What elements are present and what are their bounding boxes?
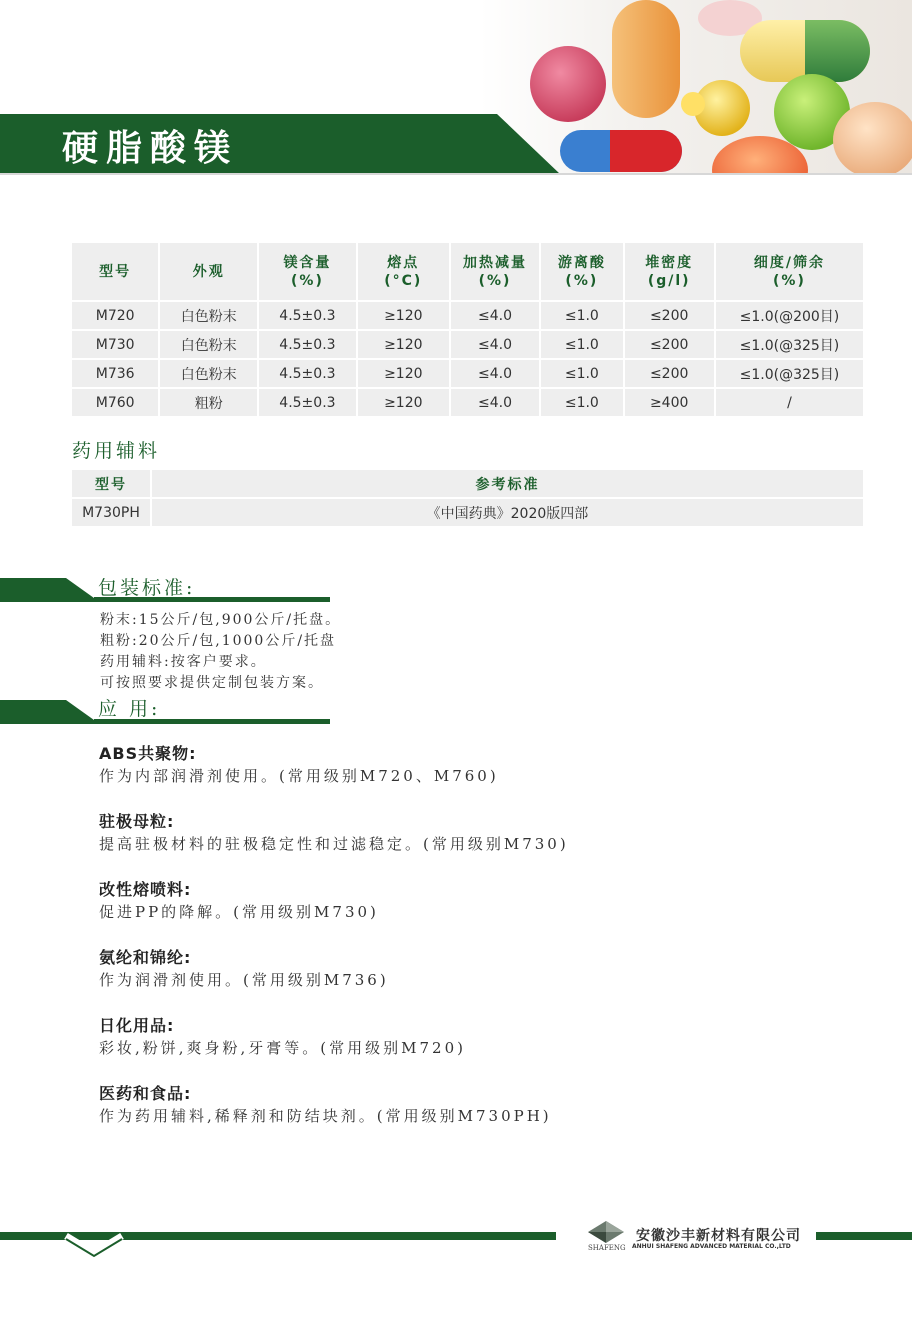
table-cell: 4.5±0.3: [259, 331, 355, 358]
applications-ribbon: [0, 700, 330, 724]
table-cell: 白色粉末: [160, 360, 257, 387]
application-name: ABS共聚物:: [99, 744, 197, 763]
table-cell: ≥120: [358, 360, 449, 387]
header-loss-on-heating: 加热减量 (%): [451, 243, 539, 300]
spec-header-row: [72, 243, 863, 300]
list-item: [99, 947, 569, 1015]
pharma-table: [70, 468, 865, 528]
table-cell: ≤1.0(@325目): [716, 360, 863, 387]
table-cell: ≤200: [625, 360, 714, 387]
spec-table: [70, 241, 865, 418]
header-appearance: 外观: [160, 243, 257, 300]
packaging-line: 粉末:15公斤/包,900公斤/托盘。: [100, 612, 342, 628]
header-model: 型号: [72, 243, 158, 300]
table-cell: ≤4.0: [451, 302, 539, 329]
table-row: [72, 360, 863, 387]
table-row: [72, 389, 863, 416]
table-cell: ≤4.0: [451, 360, 539, 387]
header-fineness: 细度/筛余 (%): [716, 243, 863, 300]
application-name: 氨纶和锦纶:: [99, 948, 192, 967]
table-cell: ≤200: [625, 331, 714, 358]
table-cell: M730PH: [72, 499, 150, 526]
header-bulk-density: 堆密度 (g/l): [625, 243, 714, 300]
company-logo-icon: [586, 1219, 626, 1245]
table-cell: ≤200: [625, 302, 714, 329]
hero-banner: [0, 0, 912, 175]
table-cell: ≤4.0: [451, 389, 539, 416]
application-name: 日化用品:: [99, 1016, 175, 1035]
application-name: 医药和食品:: [99, 1084, 192, 1103]
table-cell: 4.5±0.3: [259, 389, 355, 416]
application-desc: 作为内部润滑剂使用。(常用级别M720、M760): [99, 767, 499, 785]
list-item: [99, 1015, 569, 1083]
packaging-lines: [100, 610, 341, 694]
table-cell: ≤1.0(@325目): [716, 331, 863, 358]
packaging-line: 可按照要求提供定制包装方案。: [100, 675, 324, 691]
packaging-section-title: 包装标准:: [98, 577, 196, 599]
table-cell: ≥120: [358, 331, 449, 358]
table-cell: /: [716, 389, 863, 416]
application-desc: 彩妆,粉饼,爽身粉,牙膏等。(常用级别M720): [99, 1039, 466, 1057]
header-divider: [0, 173, 912, 175]
table-cell: ≤1.0: [541, 302, 622, 329]
application-name: 驻极母粒:: [99, 812, 175, 831]
table-cell: 白色粉末: [160, 302, 257, 329]
table-cell: M730: [72, 331, 158, 358]
table-cell: ≤4.0: [451, 331, 539, 358]
application-name: 改性熔喷料:: [99, 880, 192, 899]
list-item: [99, 743, 569, 811]
table-cell: 粗粉: [160, 389, 257, 416]
table-cell: M760: [72, 389, 158, 416]
table-row: [72, 499, 863, 526]
list-item: [99, 811, 569, 879]
packaging-line: 粗粉:20公斤/包,1000公斤/托盘: [100, 633, 337, 649]
pharma-section-title: 药用辅料: [72, 440, 161, 462]
table-cell: 4.5±0.3: [259, 302, 355, 329]
header-reference-standard: 参考标准: [152, 470, 863, 497]
table-cell: ≥120: [358, 302, 449, 329]
applications-list: [99, 743, 569, 1151]
header-melting-point: 熔点 (°C): [358, 243, 449, 300]
table-row: [72, 302, 863, 329]
table-cell: 《中国药典》2020版四部: [152, 499, 863, 526]
table-cell: M720: [72, 302, 158, 329]
table-cell: ≥120: [358, 389, 449, 416]
header-free-acid: 游离酸 (%): [541, 243, 622, 300]
table-cell: 4.5±0.3: [259, 360, 355, 387]
company-name-cn: 安徽沙丰新材料有限公司: [636, 1228, 801, 1244]
table-cell: ≤1.0: [541, 389, 622, 416]
table-cell: ≤1.0: [541, 331, 622, 358]
table-row: [72, 331, 863, 358]
company-name-en: ANHUI SHAFENG ADVANCED MATERIAL CO.,LTD: [632, 1243, 791, 1250]
table-cell: ≤1.0: [541, 360, 622, 387]
application-desc: 促进PP的降解。(常用级别M730): [99, 903, 379, 921]
table-cell: M736: [72, 360, 158, 387]
application-desc: 作为润滑剂使用。(常用级别M736): [99, 971, 389, 989]
header-mg-content: 镁含量 (%): [259, 243, 355, 300]
header-model: 型号: [72, 470, 150, 497]
table-cell: ≥400: [625, 389, 714, 416]
list-item: [99, 1083, 569, 1151]
page-title: 硬脂酸镁: [62, 128, 239, 169]
packaging-line: 药用辅料:按客户要求。: [100, 654, 267, 670]
table-cell: ≤1.0(@200目): [716, 302, 863, 329]
brand-name: SHAFENG: [588, 1244, 626, 1252]
applications-section-title: 应 用:: [98, 698, 161, 720]
pharma-header-row: [72, 470, 863, 497]
list-item: [99, 879, 569, 947]
application-desc: 作为药用辅料,稀释剂和防结块剂。(常用级别M730PH): [99, 1107, 552, 1125]
application-desc: 提高驻极材料的驻极稳定性和过滤稳定。(常用级别M730): [99, 835, 569, 853]
table-cell: 白色粉末: [160, 331, 257, 358]
